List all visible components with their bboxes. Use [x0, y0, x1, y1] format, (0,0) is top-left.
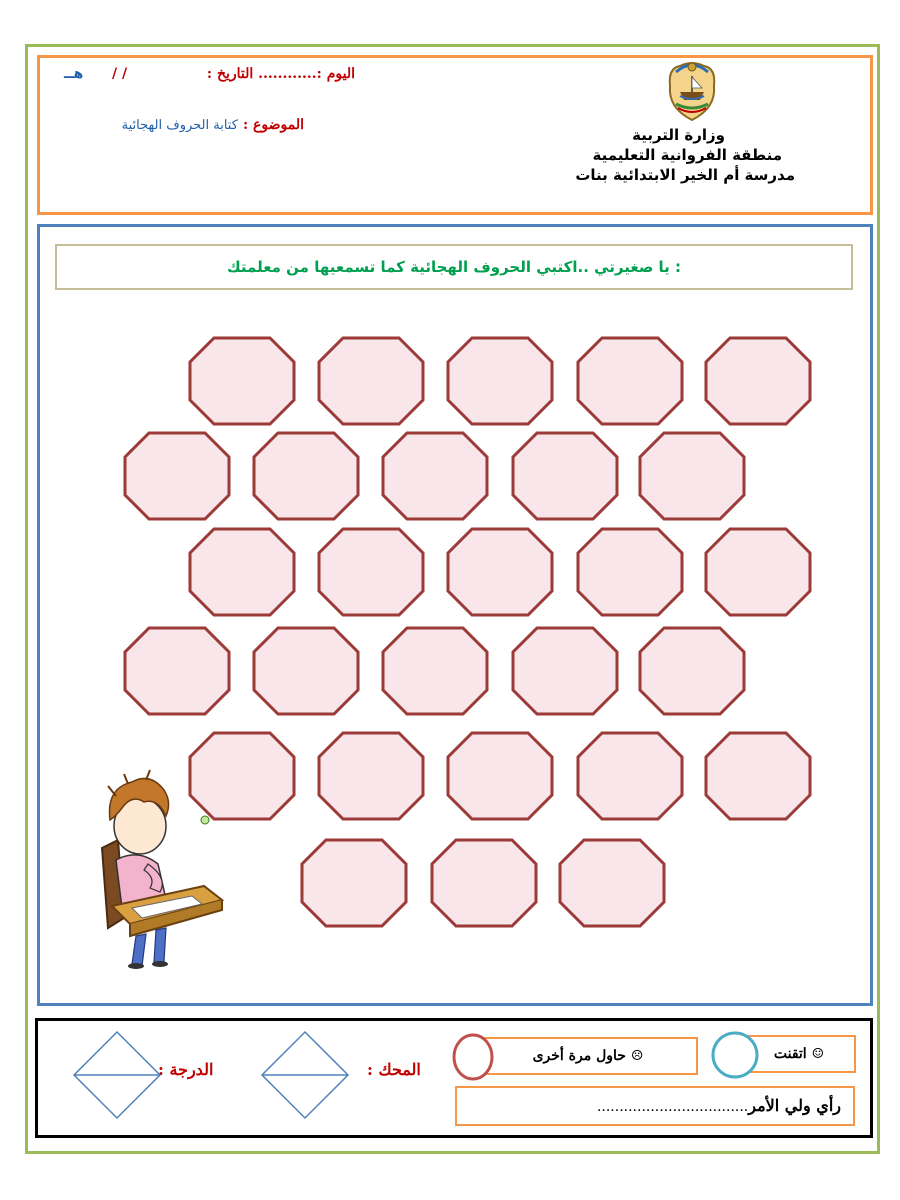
letter-cell-19[interactable]	[513, 628, 617, 714]
subject-value: كتابة الحروف الهجائية	[121, 118, 238, 133]
hijri-mark: هــ	[64, 66, 84, 82]
criterion-label: المحك :	[367, 1060, 421, 1079]
try-again-circle-icon[interactable]	[450, 1032, 496, 1082]
letter-cell-5[interactable]	[706, 338, 810, 424]
grade-label: الدرجة :	[158, 1060, 214, 1079]
mastered-circle-icon[interactable]	[710, 1030, 760, 1080]
try-again-box	[478, 1037, 698, 1075]
letter-cell-10[interactable]	[640, 433, 744, 519]
day-date-line: اليوم :............ التاريخ :	[206, 66, 355, 82]
letter-cell-4[interactable]	[578, 338, 682, 424]
school-name: مدرسة أم الخير الابتدائية بنات	[575, 166, 795, 184]
instruction-banner: يا صغيرتي ..اكتبي الحروف الهجائية كما تسمعيها من معلمتك :	[55, 244, 853, 290]
letter-cell-25[interactable]	[706, 733, 810, 819]
letter-cell-28[interactable]	[560, 840, 664, 926]
district-name: منطقة الفروانية التعليمية	[592, 146, 782, 164]
grade-diamond-icon[interactable]	[72, 1030, 162, 1120]
letter-cell-24[interactable]	[578, 733, 682, 819]
mastered-label: اتقنت ☺	[773, 1046, 825, 1062]
letter-cell-14[interactable]	[578, 529, 682, 615]
letter-cell-9[interactable]	[513, 433, 617, 519]
letter-cell-8[interactable]	[383, 433, 487, 519]
letter-cell-17[interactable]	[254, 628, 358, 714]
letter-cell-26[interactable]	[302, 840, 406, 926]
date-slashes: / /	[112, 66, 128, 82]
try-again-label: حاول مرة أخرى ☹	[532, 1048, 644, 1064]
letter-cell-7[interactable]	[254, 433, 358, 519]
parent-opinion-dots: ..................................	[596, 1099, 749, 1115]
letter-cell-20[interactable]	[640, 628, 744, 714]
letter-cell-1[interactable]	[190, 338, 294, 424]
letter-cell-18[interactable]	[383, 628, 487, 714]
letter-cell-12[interactable]	[319, 529, 423, 615]
letter-cell-27[interactable]	[432, 840, 536, 926]
letter-cell-22[interactable]	[319, 733, 423, 819]
parent-opinion-box[interactable]	[455, 1086, 855, 1126]
ministry-name: وزارة التربية	[632, 126, 725, 144]
criterion-diamond-icon[interactable]	[260, 1030, 350, 1120]
letter-cell-16[interactable]	[125, 628, 229, 714]
letter-cell-15[interactable]	[706, 529, 810, 615]
child-writing-illustration	[88, 768, 228, 973]
letter-cell-6[interactable]	[125, 433, 229, 519]
letter-cell-13[interactable]	[448, 529, 552, 615]
letter-cell-2[interactable]	[319, 338, 423, 424]
subject-label: الموضوع :	[243, 117, 304, 133]
letter-cell-23[interactable]	[448, 733, 552, 819]
letter-cell-11[interactable]	[190, 529, 294, 615]
parent-opinion-label: رأي ولي الأمر	[748, 1096, 841, 1115]
letter-cell-3[interactable]	[448, 338, 552, 424]
